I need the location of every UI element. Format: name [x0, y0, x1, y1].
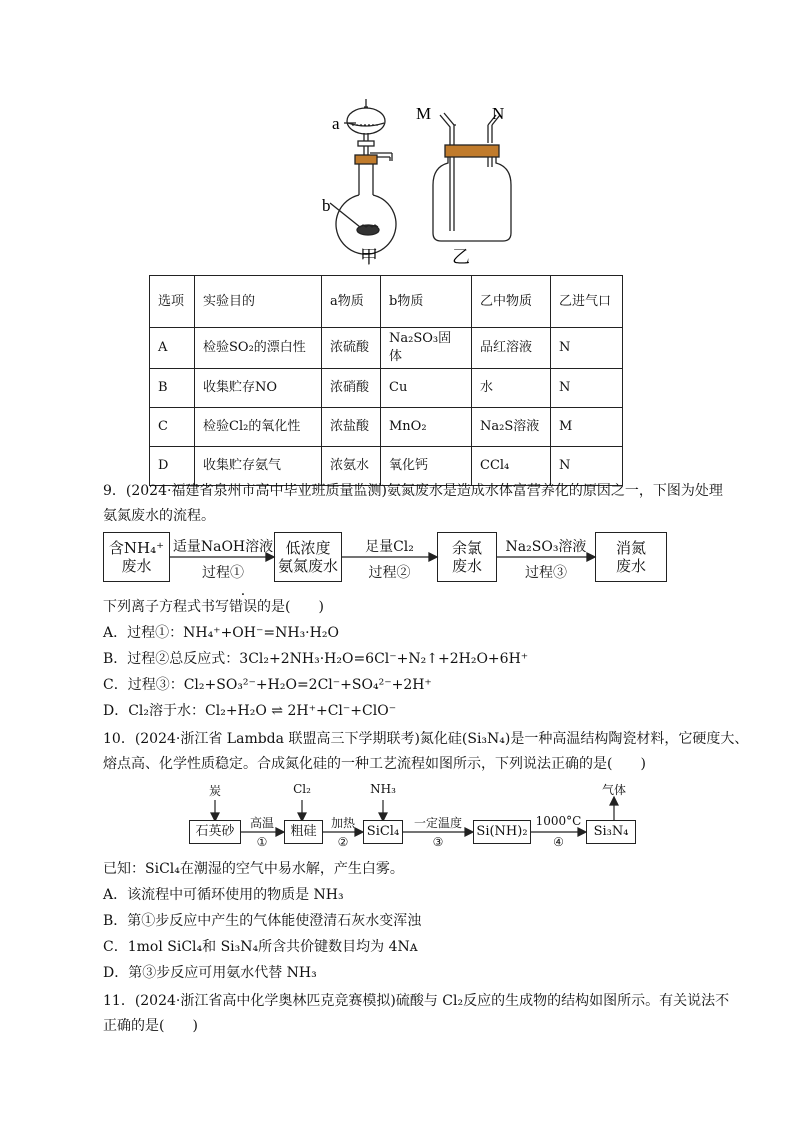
flow10-arrow2-top: 加热 [330, 816, 355, 830]
label-M: M [416, 104, 432, 123]
q10-option-c: C．1mol SiCl₄和 Si₃N₄所含共价键数目均为 4Nᴀ [103, 939, 418, 955]
cell-inlet: N [551, 447, 623, 486]
flow10-arrow3-bottom: ③ [432, 835, 444, 849]
cell-option: C [150, 408, 195, 447]
flow9-arrow1-top: 适量NaOH溶液 [172, 539, 274, 555]
flow10-box-crude-si: 粗硅 [284, 820, 323, 844]
cell-b: Na₂SO₃固体 [381, 328, 472, 369]
q9-option-a: A．过程①：NH₄⁺+OH⁻=NH₃·H₂O [103, 625, 339, 641]
flow10-arrow4-top: 1000°C [535, 814, 582, 828]
header-option: 选项 [150, 276, 195, 328]
q9-stem-line2: 氨氮废水的流程。 [103, 508, 215, 524]
cell-inlet: N [551, 328, 623, 369]
flow9-arrow2-bottom: 过程② [368, 565, 411, 581]
flow9-arrow3-bottom: 过程③ [525, 565, 567, 581]
flow9-arrow3-top: Na₂SO₃溶液 [505, 539, 587, 555]
cell-purpose: 检验SO₂的漂白性 [195, 328, 322, 369]
cell-option: D [150, 447, 195, 486]
q10-stem-line2: 熔点高、化学性质稳定。合成氮化硅的一种工艺流程如图所示，下列说法正确的是( ) [103, 756, 646, 772]
cell-a: 浓硫酸 [322, 328, 381, 369]
cell-b: MnO₂ [381, 408, 472, 447]
cell-purpose: 检验Cl₂的氧化性 [195, 408, 322, 447]
q9-stem-line1: 9．(2024·福建省泉州市高中毕业班质量监测)氨氮废水是造成水体富营养化的原因之一，下图为处理 [103, 483, 723, 499]
label-a: a [332, 114, 340, 133]
cell-b: 氧化钙 [381, 447, 472, 486]
caption-jia: 甲 [360, 247, 378, 268]
q11-stem-line1: 11．(2024·浙江省高中化学奥林匹克竞赛模拟)硫酸与 Cl₂反应的生成物的结构如图所示。有关说法不 [103, 993, 730, 1009]
flow-box-1: 含NH₄⁺ 废水 [103, 532, 170, 582]
cell-yi: Na₂S溶液 [472, 408, 551, 447]
flow10-arrow1-top: 高温 [249, 816, 274, 830]
q10-known: 已知：SiCl₄在潮湿的空气中易水解，产生白雾。 [103, 861, 404, 877]
q10-option-b: B．第①步反应中产生的气体能使澄清石灰水变浑浊 [103, 913, 422, 929]
flow10-arrow2-bottom: ② [337, 835, 349, 849]
flow10-arrow1-bottom: ① [256, 835, 268, 849]
cell-yi: 水 [472, 369, 551, 408]
header-a: a物质 [322, 276, 381, 328]
q10-option-a: A．该流程中可循环使用的物质是 NH₃ [103, 887, 344, 903]
flow10-input-carbon: 炭 [208, 784, 221, 798]
header-yi: 乙中物质 [472, 276, 551, 328]
flow10-input-cl2: Cl₂ [293, 782, 311, 796]
label-b: b [322, 196, 331, 215]
cell-option: A [150, 328, 195, 369]
cell-inlet: N [551, 369, 623, 408]
header-purpose: 实验目的 [195, 276, 322, 328]
cell-purpose: 收集贮存NO [195, 369, 322, 408]
flow10-box-si3n4: Si₃N₄ [586, 820, 636, 844]
q10-stem-line1: 10．(2024·浙江省 Lambda 联盟高三下学期联考)氮化硅(Si₃N₄)是一种高温结构陶瓷材料，它硬度大、 [103, 731, 749, 747]
cell-a: 浓氨水 [322, 447, 381, 486]
flow-box-4: 消氮 废水 [595, 532, 667, 582]
q9-question-suffix: 的是( ) [257, 599, 324, 615]
q9-option-b: B．过程②总反应式：3Cl₂+2NH₃·H₂O=6Cl⁻+N₂↑+2H₂O+6H⁺ [103, 651, 529, 667]
q10-option-d: D．第③步反应可用氨水代替 NH₃ [103, 965, 317, 981]
flow10-box-sicl4: SiCl₄ [363, 820, 403, 844]
label-N: N [492, 104, 505, 123]
cell-a: 浓硝酸 [322, 369, 381, 408]
cell-yi: CCl₄ [472, 447, 551, 486]
cell-b: Cu [381, 369, 472, 408]
cell-option: B [150, 369, 195, 408]
flow-box-2: 低浓度 氨氮废水 [274, 532, 342, 582]
cell-inlet: M [551, 408, 623, 447]
flow9-arrow2-top: 足量Cl₂ [365, 539, 414, 555]
flow10-box-sinh2: Si(NH)₂ [473, 820, 531, 844]
header-inlet: 乙进气口 [551, 276, 623, 328]
q11-stem-line2: 正确的是( ) [103, 1018, 198, 1034]
q9-option-c: C．过程③：Cl₂+SO₃²⁻+H₂O=2Cl⁻+SO₄²⁻+2H⁺ [103, 677, 432, 693]
header-b: b物质 [381, 276, 472, 328]
q9-question-emph: 错误 [229, 599, 257, 615]
cell-yi: 品红溶液 [472, 328, 551, 369]
flow10-arrow4-bottom: ④ [553, 835, 564, 849]
flow10-output-gas: 气体 [601, 783, 626, 797]
cell-a: 浓盐酸 [322, 408, 381, 447]
cell-purpose: 收集贮存氨气 [195, 447, 322, 486]
caption-yi: 乙 [452, 247, 470, 268]
flow10-box-quartz: 石英砂 [189, 820, 241, 844]
q9-question-prefix: 下列离子方程式书写 [103, 599, 229, 615]
flow10-arrow3-top: 一定温度 [413, 816, 462, 830]
flow-box-3: 余氯 废水 [437, 532, 497, 582]
q9-option-d: D．Cl₂溶于水：Cl₂+H₂O ⇌ 2H⁺+Cl⁻+ClO⁻ [103, 703, 397, 719]
flow10-input-nh3: NH₃ [370, 782, 396, 796]
flow9-arrow1-bottom: 过程① [202, 565, 244, 581]
